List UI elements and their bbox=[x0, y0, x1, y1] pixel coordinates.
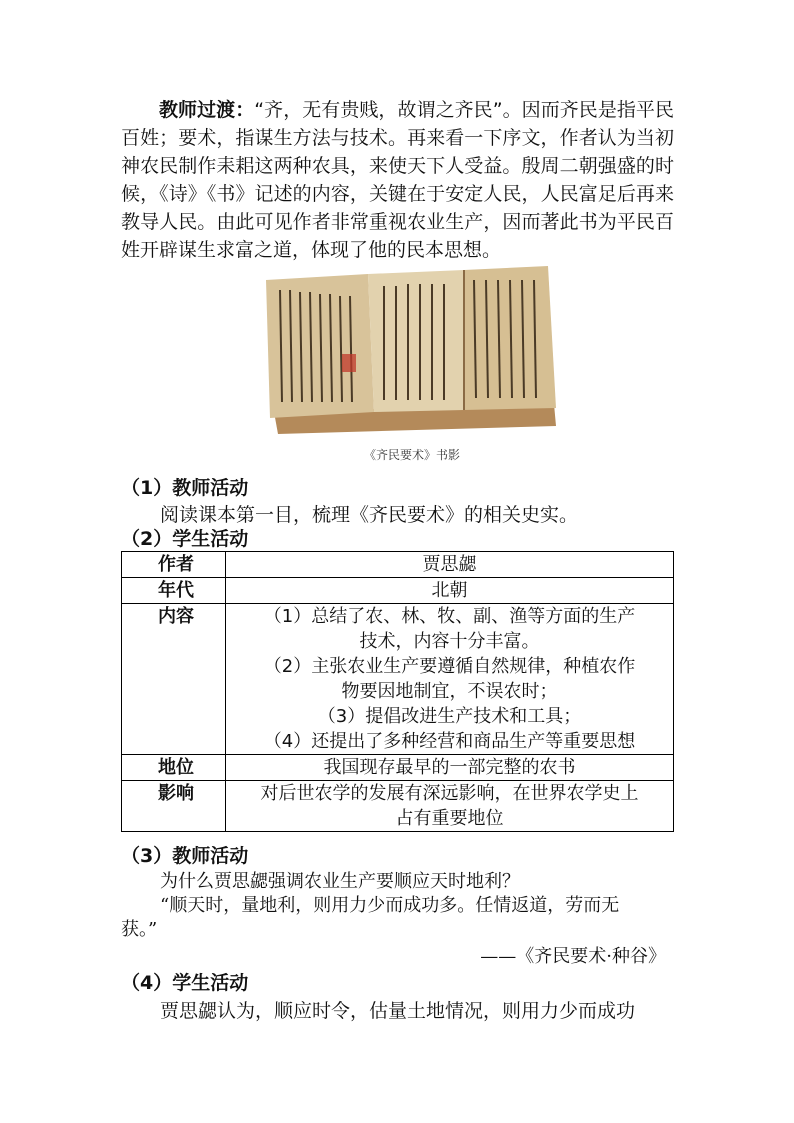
section3-quote-line1: “顺天时，量地利，则用力少而成功多。任情返道，劳而无 bbox=[160, 895, 620, 916]
section3-question: 为什么贾思勰强调农业生产要顺应天时地利？ bbox=[160, 871, 520, 892]
content-key: 内容 bbox=[122, 604, 226, 755]
content-line: 物要因地制宜，不误农时； bbox=[341, 681, 558, 702]
content-line: （2）主张农业生产要遵循自然规律，种植农作 bbox=[263, 656, 636, 677]
ancient-book-photo bbox=[264, 262, 560, 434]
table-row bbox=[122, 578, 674, 604]
section4-heading: （4）学生活动 bbox=[121, 972, 249, 994]
influence-value bbox=[226, 781, 674, 832]
table-row bbox=[122, 755, 674, 781]
section1-body: 阅读课本第一目，梳理《齐民要术》的相关史实。 bbox=[160, 504, 579, 526]
content-line: 技术，内容十分丰富。 bbox=[359, 631, 540, 652]
author-value: 贾思勰 bbox=[226, 552, 674, 578]
section2-heading: （2）学生活动 bbox=[121, 528, 249, 550]
status-value: 我国现存最早的一部完整的农书 bbox=[226, 755, 674, 781]
intro-lead: 教师过渡： bbox=[159, 99, 255, 121]
content-line: （1）总结了农、林、牧、副、渔等方面的生产 bbox=[263, 606, 636, 627]
status-key: 地位 bbox=[122, 755, 226, 781]
table-row bbox=[122, 781, 674, 832]
content-line: （4）还提出了多种经营和商品生产等重要思想 bbox=[263, 731, 636, 752]
influence-line: 占有重要地位 bbox=[395, 808, 504, 829]
table-row bbox=[122, 604, 674, 755]
intro-text: “齐，无有贵贱，故谓之齐民”。因而齐民是指平民百姓；要术，指谋生方法与技术。再来看一下序文，作者认为当初神农民制作耒耜这两种农具，来使天下人受益。殷周二朝强盛的时候，《诗》《书》记述的内容，关键在于安定人民，人民富足后再来教导人民。由此可见作者非常重视农业生产，因而著此书为平民百姓开辟谋生求富之道，体现了他的民本思想。 bbox=[121, 99, 674, 261]
content-line: （3）提倡改进生产技术和工具； bbox=[317, 706, 582, 727]
figure-caption: 《齐民要术》书影 bbox=[363, 448, 460, 462]
section3-heading: （3）教师活动 bbox=[121, 845, 249, 867]
intro-paragraph bbox=[121, 96, 674, 264]
table-row bbox=[122, 552, 674, 578]
era-value: 北朝 bbox=[226, 578, 674, 604]
influence-key: 影响 bbox=[122, 781, 226, 832]
quote-source: ——《齐民要术·种谷》 bbox=[480, 946, 666, 967]
content-value bbox=[226, 604, 674, 755]
facts-table bbox=[121, 551, 674, 832]
era-key: 年代 bbox=[122, 578, 226, 604]
section4-body: 贾思勰认为，顺应时令，估量土地情况，则用力少而成功 bbox=[160, 1000, 636, 1022]
section3-quote-line2: 获。” bbox=[121, 919, 158, 940]
section1-heading: （1）教师活动 bbox=[121, 477, 249, 499]
author-key: 作者 bbox=[122, 552, 226, 578]
influence-line: 对后世农学的发展有深远影响，在世界农学史上 bbox=[260, 783, 639, 804]
